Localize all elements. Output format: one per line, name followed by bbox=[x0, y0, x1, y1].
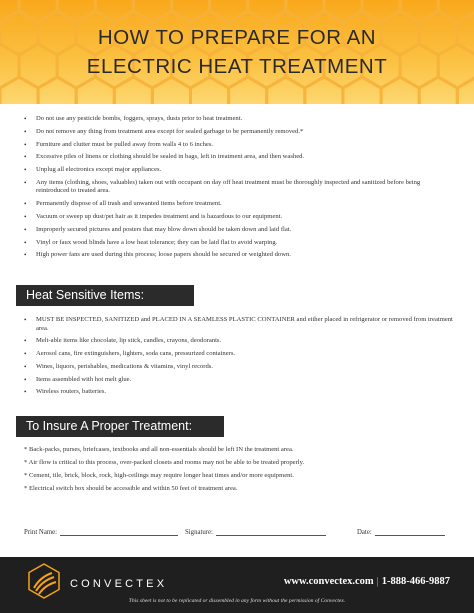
list-item: * Cement, tile, brick, block, rock, high-ceilings may require longer heat times and/or more equipment. bbox=[24, 472, 294, 479]
print-name-field[interactable] bbox=[24, 528, 178, 536]
header-banner bbox=[0, 0, 474, 104]
hexagon-shape bbox=[152, 77, 190, 104]
list-item: • Wireless routers, batteries. bbox=[24, 388, 454, 397]
hexagon-shape bbox=[324, 0, 362, 22]
page-title-line-1: HOW TO PREPARE FOR AN bbox=[97, 26, 377, 49]
hexagon-shape bbox=[172, 0, 210, 22]
print-name-line[interactable] bbox=[60, 528, 178, 536]
proper-treatment-list bbox=[24, 446, 454, 498]
hexagon-shape bbox=[57, 0, 95, 22]
list-item: • MUST BE INSPECTED, SANITIZED and PLACED IN A SEAMLESS PLASTIC CONTAINER and either placed in refrigerator or removed from treatment area. bbox=[24, 316, 454, 333]
list-item: * Back-packs, purses, briefcases, textbooks and all non-essentials should be left IN the treatment area. bbox=[24, 446, 294, 453]
list-item: * Electrical switch box should be accessible and within 50 feet of treatment area. bbox=[24, 485, 238, 492]
signature-label: Signature: bbox=[185, 529, 213, 536]
hexagon-shape bbox=[419, 77, 457, 104]
hexagon-shape bbox=[362, 0, 400, 22]
contact-separator: | bbox=[376, 576, 379, 587]
list-item: • Aerosol cans, fire extinguishers, lighters, soda cans, pressurized containers. bbox=[24, 350, 454, 359]
hexagon-shape bbox=[191, 77, 229, 104]
hexagon-shape bbox=[457, 77, 474, 104]
hexagon-shape bbox=[133, 0, 171, 22]
proper-treatment-heading: To Insure A Proper Treatment: bbox=[16, 416, 224, 437]
signature-field[interactable] bbox=[185, 528, 326, 536]
list-item: • Vinyl or faux wood blinds have a low heat tolerance; they can be laid flat to avoid warping. bbox=[24, 239, 454, 248]
list-item: • Vacuum or sweep up dust/pet hair as it impedes treatment and is hazardous to our equipment. bbox=[24, 213, 454, 222]
date-line[interactable] bbox=[375, 528, 445, 536]
list-item: • Permanently dispose of all trash and unwanted items before treatment. bbox=[24, 200, 454, 209]
page-title-line-2: ELECTRIC HEAT TREATMENT bbox=[86, 55, 388, 78]
hexagon-shape bbox=[229, 77, 267, 104]
date-label: Date: bbox=[357, 529, 372, 536]
list-item: • Do not remove any thing from treatment area except for sealed garbage to be permanently removed.* bbox=[24, 128, 454, 137]
hexagon-shape bbox=[76, 77, 114, 104]
hexagon-shape bbox=[305, 77, 343, 104]
hexagon-shape bbox=[438, 0, 474, 22]
list-item: • Improperly secured pictures and posters that may blow down should be taken down and laid flat. bbox=[24, 226, 454, 235]
hexagon-shape bbox=[286, 0, 324, 22]
list-item: • Furniture and clutter must be pulled away from walls 4 to 6 inches. bbox=[24, 141, 454, 150]
list-item: • Melt-able items like chocolate, lip stick, candles, crayons, deodorants. bbox=[24, 337, 454, 346]
hexagon-shape bbox=[210, 0, 248, 22]
signature-line[interactable] bbox=[216, 528, 326, 536]
hexagon-shape bbox=[19, 0, 57, 22]
print-name-label: Print Name: bbox=[24, 529, 58, 536]
phone-number[interactable]: 1-888-466-9887 bbox=[381, 576, 450, 587]
heat-sensitive-heading: Heat Sensitive Items: bbox=[16, 285, 194, 306]
list-item: • Items assembled with hot melt glue. bbox=[24, 376, 454, 385]
convectex-logo-icon bbox=[26, 563, 62, 599]
honeycomb-pattern bbox=[0, 0, 474, 104]
preparation-list bbox=[24, 115, 454, 264]
date-field[interactable] bbox=[357, 528, 445, 536]
list-item: • Unplug all electronics except major appliances. bbox=[24, 166, 454, 175]
list-item: • Wines, liquors, perishables, medications & vitamins, vinyl records. bbox=[24, 363, 454, 372]
list-item: • Any items (clothing, shoes, valuables) taken out with occupant on day off heat treatment must be thoroughly inspected and sanitized before being reintroduced to treated area. bbox=[24, 179, 454, 196]
disclaimer: This sheet is not to be replicated or dissembled in any form without the permission of Convectex. bbox=[128, 598, 346, 604]
hexagon-shape bbox=[400, 0, 438, 22]
footer bbox=[0, 557, 474, 613]
hexagon-shape bbox=[381, 77, 419, 104]
hexagon-shape bbox=[95, 0, 133, 22]
hexagon-shape bbox=[248, 0, 286, 22]
brand-name: CONVECTEX bbox=[70, 578, 168, 590]
hexagon-shape bbox=[114, 77, 152, 104]
heat-sensitive-list bbox=[24, 316, 454, 401]
contact-info bbox=[284, 576, 450, 587]
hexagon-shape bbox=[0, 77, 38, 104]
hexagon-shape bbox=[38, 77, 76, 104]
hexagon-shape bbox=[343, 77, 381, 104]
hexagon-shape bbox=[267, 77, 305, 104]
list-item: • Excessive piles of linens or clothing should be sealed in bags, left in treatment area, and then washed. bbox=[24, 153, 454, 162]
website-link[interactable]: www.convectex.com bbox=[283, 576, 374, 587]
list-item: * Air flow is critical to this process, over-packed closets and rooms may not be able to be treated properly. bbox=[24, 459, 305, 466]
list-item: • High power fans are used during this process; loose papers should be secured or weighted down. bbox=[24, 251, 454, 260]
list-item: • Do not use any pesticide bombs, foggers, sprays, dusts prior to heat treatment. bbox=[24, 115, 454, 124]
